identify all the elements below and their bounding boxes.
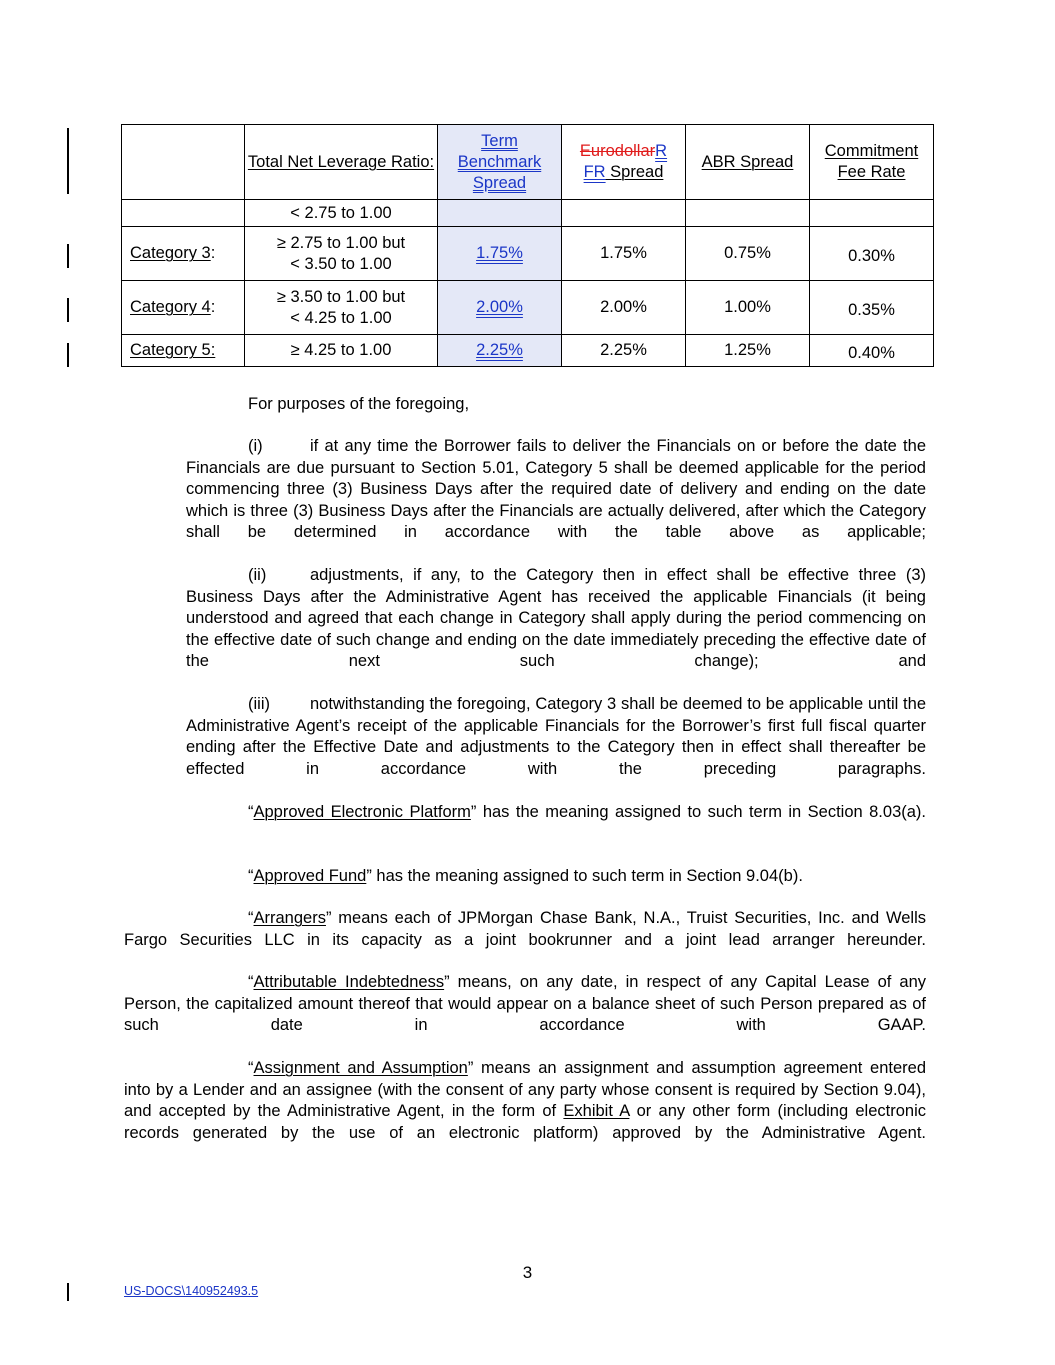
clause-number: (ii) xyxy=(248,566,267,584)
clause-iii: (iii) notwithstanding the foregoing, Category 3 shall be deemed to be applicable until the Administrative Agent’s receipt of the applicable Financials for the Borrower’s first full fiscal quarter ending after the Effective Date and adjustments to the Category then in effect shall thereafter be effected in accordance with the preceding paragraphs. xyxy=(186,695,926,778)
page-number: 3 xyxy=(522,1263,533,1282)
abr-spread-cell: 0.75% xyxy=(686,227,810,281)
term-benchmark-header: Term Benchmark Spread xyxy=(438,125,562,200)
clause-number: (i) xyxy=(248,437,263,455)
table-row xyxy=(122,281,934,335)
category-cell: Category 5: xyxy=(122,335,245,367)
inserted-text: R xyxy=(655,142,668,160)
empty-header-cell xyxy=(122,125,245,200)
term-spread-cell: 2.25% xyxy=(438,335,562,367)
fee-rate-cell: 0.35% xyxy=(810,281,934,335)
defined-term: Assignment and Assumption xyxy=(253,1059,468,1077)
definition-approved-fund: “Approved Fund” has the meaning assigned to such term in Section 9.04(b). xyxy=(248,867,803,885)
abr-spread-cell: 1.00% xyxy=(686,281,810,335)
term-spread-cell: 1.75% xyxy=(438,227,562,281)
abr-spread-header: ABR Spread xyxy=(686,125,810,200)
defined-term: Approved Electronic Platform xyxy=(253,803,471,821)
table-row xyxy=(122,227,934,281)
rfr-spread-cell: 2.00% xyxy=(562,281,686,335)
change-bar xyxy=(67,343,69,367)
inserted-text: FR xyxy=(583,163,606,181)
leverage-header: Total Net Leverage Ratio: xyxy=(245,125,438,200)
change-bar xyxy=(67,1283,69,1301)
change-bar xyxy=(67,298,69,322)
defined-term: Approved Fund xyxy=(253,867,367,885)
document-id: US-DOCS\140952493.5 xyxy=(124,1284,259,1298)
defined-term: Arrangers xyxy=(253,909,326,927)
term-spread-cell: 2.00% xyxy=(438,281,562,335)
leverage-cell: ≥ 3.50 to 1.00 but < 4.25 to 1.00 xyxy=(245,281,438,335)
definition-attributable-indebtedness: “Attributable Indebtedness” means, on any date, in respect of any Capital Lease of any Person, the capitalized amount thereof that would appear on a balance sheet of such Person prepared as of such date in accordance with GAAP. xyxy=(124,973,926,1035)
leverage-cell: ≥ 4.25 to 1.00 xyxy=(245,335,438,367)
intro-paragraph: For purposes of the foregoing, xyxy=(248,395,470,413)
definition-approved-electronic-platform: “Approved Electronic Platform” has the meaning assigned to such term in Section 8.03(a). xyxy=(248,803,926,821)
abr-spread-cell: 1.25% xyxy=(686,335,810,367)
definition-arrangers: “Arrangers” means each of JPMorgan Chase Bank, N.A., Truist Securities, Inc. and Wells Fargo Securities LLC in its capacity as a joint bookrunner and a joint lead arranger hereunder. xyxy=(124,909,926,949)
table-row: < 2.75 to 1.00 xyxy=(122,200,934,227)
clause-number: (iii) xyxy=(248,695,270,713)
exhibit-reference: Exhibit A xyxy=(563,1102,630,1121)
category-cell: Category 3: xyxy=(122,227,245,281)
rfr-spread-header: EurodollarR FR Spread xyxy=(562,125,686,200)
defined-term: Attributable Indebtedness xyxy=(253,973,445,991)
pricing-grid-table xyxy=(121,124,934,367)
definition-assignment-and-assumption: “Assignment and Assumption” means an assignment and assumption agreement entered into by a Lender and an assignee (with the consent of any party whose consent is required by Section 9.04), and accepted by the Administrative Agent, in the form of Exhibit A or any other form (including electronic records generated by the use of an electronic platform) approved by the Administrative Agent. xyxy=(124,1059,926,1142)
rfr-spread-cell: 1.75% xyxy=(562,227,686,281)
category-cell: Category 4: xyxy=(122,281,245,335)
commitment-fee-header: Commitment Fee Rate xyxy=(810,125,934,200)
clause-i: (i) if at any time the Borrower fails to deliver the Financials on or before the date the Financials are due pursuant to Section 5.01, Category 5 shall be deemed applicable for the period commencing three (3) Business Days after the required date of delivery and ending on the date which is three (3) Business Days after the Financials are actually delivered, after which the Category shall be determined in accordance with the table above as applicable; xyxy=(186,437,926,542)
fee-rate-cell: 0.40% xyxy=(810,335,934,367)
fee-rate-cell: 0.30% xyxy=(810,227,934,281)
table-header-row xyxy=(122,125,934,200)
rfr-spread-cell: 2.25% xyxy=(562,335,686,367)
deleted-text: Eurodollar xyxy=(579,142,656,160)
change-bar xyxy=(67,128,69,194)
leverage-cell: ≥ 2.75 to 1.00 but < 3.50 to 1.00 xyxy=(245,227,438,281)
clause-ii: (ii) adjustments, if any, to the Category then in effect shall be effective three (3) Business Days after the Administrative Agent has received the applicable Financials (it being understood and agreed that each change in Category shall apply during the period commencing on the effective date of such change and ending on the date immediately preceding the effective date of the next such change); and xyxy=(186,566,926,671)
table-row xyxy=(122,335,934,367)
change-bar xyxy=(67,244,69,268)
